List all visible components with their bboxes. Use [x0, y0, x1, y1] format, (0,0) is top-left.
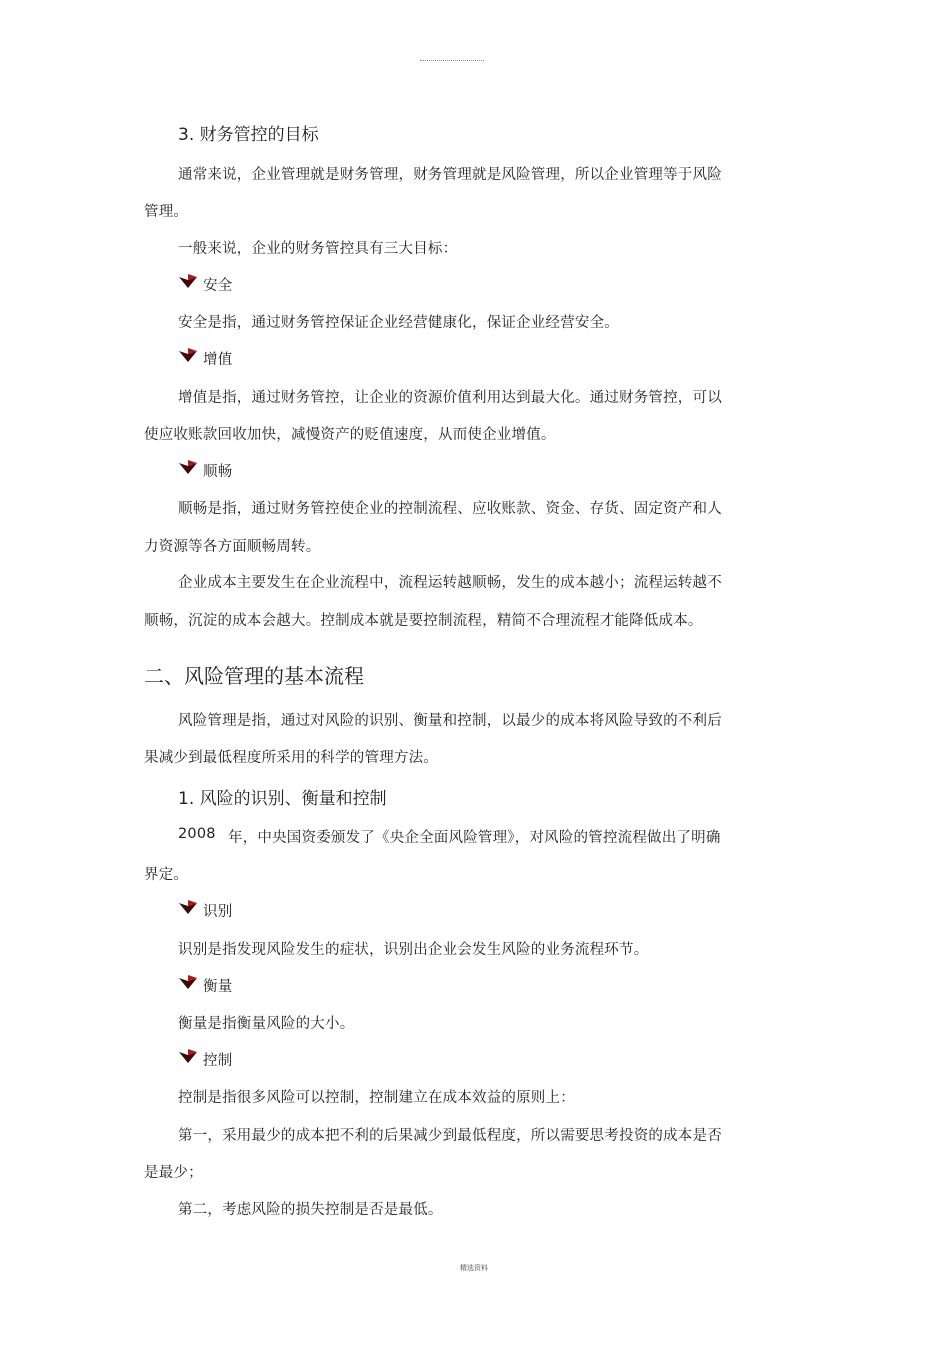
- arrow-bullet-icon: [178, 899, 198, 915]
- header-rule: [420, 60, 484, 61]
- paragraph-line: 年，中央国资委颁发了《央企全面风险管理》，对风险的管控流程做出了明确: [228, 830, 721, 846]
- paragraph-line: 顺畅，沉淀的成本会越大。控制成本就是要控制流程，精简不合理流程才能降低成本。: [144, 613, 703, 629]
- paragraph-line: 果减少到最低程度所采用的科学的管理方法。: [144, 750, 438, 766]
- paragraph-line: 管理。: [144, 204, 189, 220]
- paragraph-line: 第一，采用最少的成本把不利的后果减少到最低程度，所以需要思考投资的成本是否: [178, 1128, 722, 1144]
- arrow-bullet-icon: [178, 1048, 198, 1064]
- paragraph-line: 顺畅是指，通过财务管控使企业的控制流程、应收账款、资金、存货、固定资产和人: [178, 501, 722, 517]
- paragraph-line: 增值是指，通过财务管控，让企业的资源价值利用达到最大化。通过财务管控，可以: [178, 390, 722, 406]
- paragraph-line: 通常来说，企业管理就是财务管理，财务管理就是风险管理，所以企业管理等于风险: [178, 167, 722, 183]
- paragraph-line: 安全是指，通过财务管控保证企业经营健康化，保证企业经营安全。: [178, 315, 619, 331]
- bullet-label: 控制: [203, 1053, 233, 1069]
- paragraph-line: 第二，考虑风险的损失控制是否是最低。: [178, 1202, 443, 1218]
- bullet-label: 识别: [203, 904, 233, 920]
- paragraph-line: 界定。: [144, 867, 189, 883]
- arrow-bullet-icon: [178, 347, 198, 363]
- sub-heading: 1. 风险的识别、衡量和控制: [178, 789, 387, 809]
- bullet-label: 衡量: [203, 979, 233, 995]
- paragraph-line: 企业成本主要发生在企业流程中，流程运转越顺畅，发生的成本越小；流程运转越不: [178, 575, 722, 591]
- bullet-label: 增值: [203, 352, 233, 368]
- paragraph-line: 力资源等各方面顺畅周转。: [144, 539, 321, 555]
- bullet-label: 顺畅: [203, 464, 233, 480]
- page-footer: 精选资料: [460, 1264, 488, 1272]
- bullet-label: 安全: [203, 278, 233, 294]
- year-text: 2008: [178, 826, 216, 842]
- chapter-heading: 二、风险管理的基本流程: [144, 664, 364, 688]
- paragraph-line: 是最少；: [144, 1165, 203, 1181]
- paragraph-line: 使应收账款回收加快，减慢资产的贬值速度，从而使企业增值。: [144, 427, 556, 443]
- paragraph-line: 一般来说，企业的财务管控具有三大目标：: [178, 241, 458, 257]
- paragraph-line: 识别是指发现风险发生的症状，识别出企业会发生风险的业务流程环节。: [178, 942, 649, 958]
- section-heading: 3. 财务管控的目标: [178, 125, 319, 145]
- paragraph-line: 控制是指很多风险可以控制，控制建立在成本效益的原则上：: [178, 1090, 575, 1106]
- arrow-bullet-icon: [178, 273, 198, 289]
- arrow-bullet-icon: [178, 974, 198, 990]
- paragraph-line: 风险管理是指，通过对风险的识别、衡量和控制，以最少的成本将风险导致的不利后: [178, 713, 722, 729]
- arrow-bullet-icon: [178, 459, 198, 475]
- paragraph-line: 衡量是指衡量风险的大小。: [178, 1016, 355, 1032]
